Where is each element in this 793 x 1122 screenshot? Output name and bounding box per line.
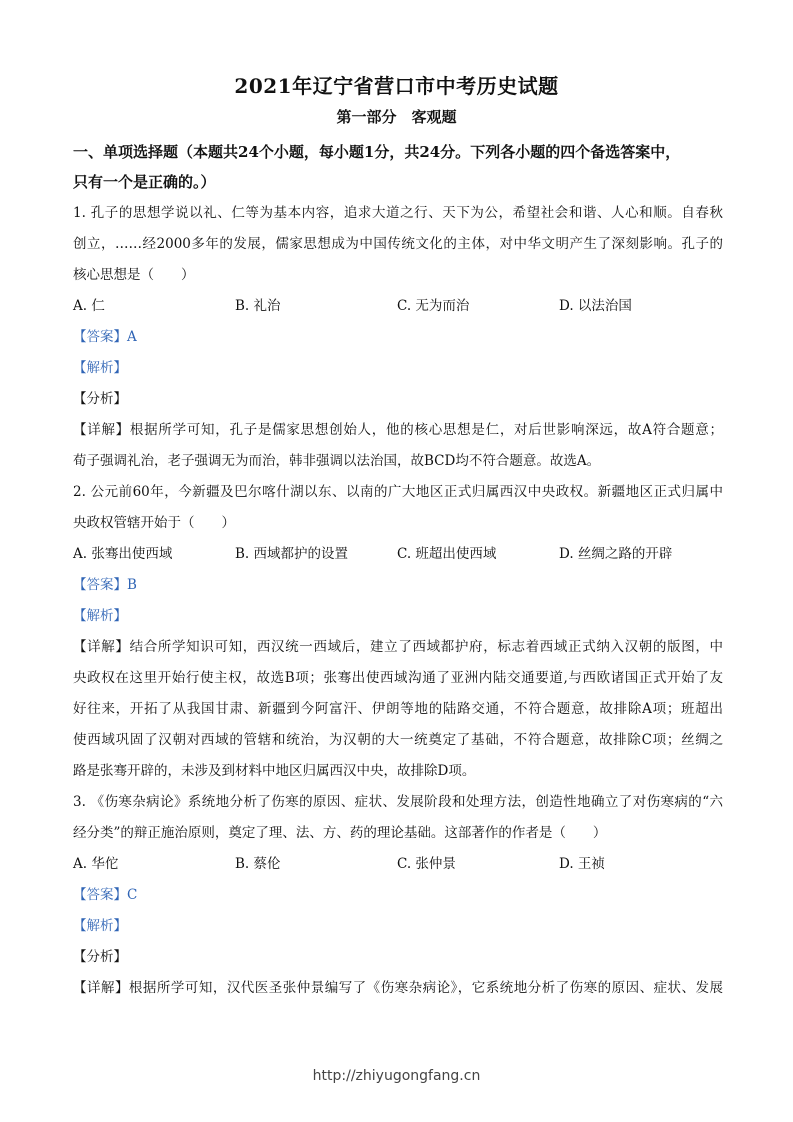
- questions-body: [73, 198, 723, 1004]
- detail-line: 【详解】根据所学可知，汉代医圣张仲景编写了《伤寒杂病论》，它系统地分析了伤寒的原因、症状、发展: [73, 980, 723, 996]
- option-c: C. 张仲景: [397, 856, 456, 872]
- question-stem-line: 创立，……经2000多年的发展，儒家思想成为中国传统文化的主体，对中华文明产生了深刻影响。孔子的: [73, 236, 723, 252]
- detail-line: 使西域巩固了汉朝对西域的管辖和统治，为汉朝的大一统奠定了基础，不符合题意，故排除C项；丝绸之: [73, 732, 723, 748]
- option-d: D. 王祯: [559, 856, 605, 872]
- section-heading-line: 只有一个是正确的。）: [73, 173, 216, 191]
- answer-label: 【答案】C: [73, 887, 138, 903]
- question-stem-line: 核心思想是（ ）: [73, 267, 195, 283]
- option-a: A. 仁: [73, 298, 105, 314]
- question-3: [73, 787, 723, 1004]
- page-title: 2021年辽宁省营口市中考历史试题: [234, 74, 559, 98]
- option-a: A. 华佗: [73, 856, 119, 872]
- detail-line: 【详解】结合所学知识可知，西汉统一西域后，建立了西域都护府，标志着西域正式纳入汉朝的版图，中: [73, 639, 723, 655]
- option-b: B. 礼治: [235, 298, 281, 314]
- question-stem-line: 央政权管辖开始于（ ）: [73, 515, 235, 531]
- section-heading-line: 一、单项选择题（本题共24个小题，每小题1分，共24分。下列各小题的四个备选答案中，: [73, 143, 681, 161]
- question-1: [73, 198, 723, 477]
- option-d: D. 以法治国: [559, 298, 632, 314]
- detail-line: 【详解】根据所学可知，孔子是儒家思想创始人，他的核心思想是仁，对后世影响深远，故A符合题意；: [73, 422, 723, 438]
- detail-line: 央政权在这里开始行使主权，故选B项；张骞出使西域沟通了亚洲内陆交通要道,与西欧诸国正式开始了友: [73, 670, 723, 686]
- detail-line: 好往来，开拓了从我国甘肃、新疆到今阿富汗、伊朗等地的陆路交通，不符合题意，故排除A项；班超出: [73, 701, 723, 717]
- detail-line: 荀子强调礼治，老子强调无为而治，韩非强调以法治国，故BCD均不符合题意。故选A。: [73, 453, 601, 469]
- options-row: [73, 849, 723, 880]
- option-d: D. 丝绸之路的开辟: [559, 546, 673, 562]
- footer-url: http://zhiyugongfang.cn: [312, 1068, 481, 1084]
- option-b: B. 蔡伦: [235, 856, 281, 872]
- option-b: B. 西域都护的设置: [235, 546, 349, 562]
- analysis-label: 【解析】: [73, 360, 127, 376]
- option-c: C. 班超出使西域: [397, 546, 497, 562]
- question-stem-line: 经分类”的辩正施治原则，奠定了理、法、方、药的理论基础。这部著作的作者是（ ）: [73, 825, 607, 841]
- part-heading: 第一部分 客观题: [336, 108, 457, 126]
- answer-label: 【答案】B: [73, 577, 137, 593]
- question-stem-line: 2. 公元前60年，今新疆及巴尔喀什湖以东、以南的广大地区正式归属西汉中央政权。新疆地区正式归属中: [73, 484, 723, 500]
- question-stem-line: 3. 《伤寒杂病论》系统地分析了伤寒的原因、症状、发展阶段和处理方法，创造性地确立了对伤寒病的“六: [73, 794, 723, 810]
- options-row: [73, 539, 723, 570]
- fenxi-label: 【分析】: [73, 949, 127, 965]
- analysis-label: 【解析】: [73, 608, 127, 624]
- question-stem-line: 1. 孔子的思想学说以礼、仁等为基本内容，追求大道之行、天下为公，希望社会和谐、人心和顺。自春秋: [73, 205, 723, 221]
- analysis-label: 【解析】: [73, 918, 127, 934]
- answer-label: 【答案】A: [73, 329, 137, 345]
- section-heading: [73, 137, 723, 197]
- detail-line: 路是张骞开辟的，未涉及到材料中地区归属西汉中央，故排除D项。: [73, 763, 476, 779]
- question-2: [73, 477, 723, 787]
- fenxi-label: 【分析】: [73, 391, 127, 407]
- option-a: A. 张骞出使西域: [73, 546, 173, 562]
- option-c: C. 无为而治: [397, 298, 470, 314]
- options-row: [73, 291, 723, 322]
